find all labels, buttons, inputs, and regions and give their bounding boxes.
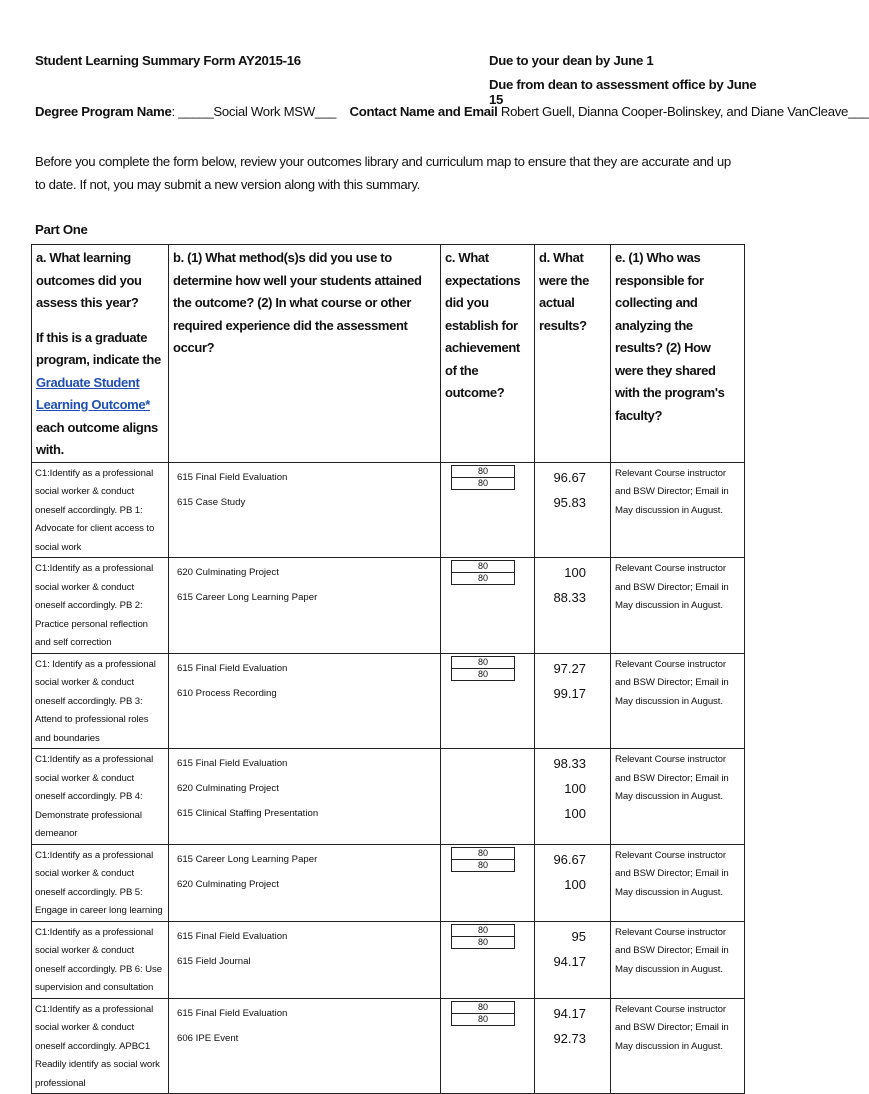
col-a-sub: If this is a graduate program, indicate the bbox=[36, 329, 161, 367]
degree-value: Social Work MSW bbox=[213, 104, 315, 119]
methods-cell bbox=[169, 844, 441, 921]
expectation-value: 80 bbox=[477, 561, 488, 571]
contact-value: Robert Guell, Dianna Cooper-Bolinskey, and Diane VanCleave bbox=[500, 104, 849, 119]
col-e-header: e. (1) Who was responsible for collecting and analyzing the results? (2) How were they shared with the program's faculty? bbox=[611, 245, 745, 463]
table-row bbox=[32, 558, 745, 654]
result-value: 97.27 bbox=[553, 660, 586, 676]
part-title: Part One bbox=[35, 222, 88, 237]
table-row bbox=[32, 653, 745, 749]
method-item: 615 Career Long Learning Paper bbox=[177, 592, 318, 603]
method-item: 615 Final Field Evaluation bbox=[177, 471, 288, 483]
expectation-value: 80 bbox=[477, 924, 488, 935]
responsible-cell: Relevant Course instructor and BSW Director; Email in May discussion in August. bbox=[611, 462, 745, 558]
expectation-box bbox=[451, 847, 515, 872]
col-d-header: d. What were the actual results? bbox=[535, 245, 611, 463]
table-row bbox=[32, 921, 745, 998]
responsible-cell: Relevant Course instructor and BSW Director; Email in May discussion in August. bbox=[611, 921, 745, 998]
col-b-header: b. (1) What method(s)s did you use to determine how well your students attained the outcome? (2) In what course or other required experience did the assessment occur? bbox=[169, 245, 441, 463]
expectation-value: 80 bbox=[452, 477, 514, 489]
expectations-cell bbox=[441, 998, 535, 1094]
learning-outcome: C1:Identify as a professional social worker & conduct oneself accordingly. APBC1 Readily identify as social work professional bbox=[32, 998, 169, 1094]
expectations-cell bbox=[441, 921, 535, 998]
due-to-office: Due from dean to assessment office by June 15 bbox=[489, 77, 757, 107]
expectations-cell bbox=[441, 462, 535, 558]
methods-cell bbox=[169, 558, 441, 654]
results-cell bbox=[535, 844, 611, 921]
result-value: 95 bbox=[571, 928, 586, 944]
expectation-box bbox=[451, 465, 515, 490]
method-item: 615 Career Long Learning Paper bbox=[177, 853, 318, 865]
expectation-value: 80 bbox=[477, 656, 488, 667]
result-value: 94.17 bbox=[553, 953, 586, 969]
table-row bbox=[32, 844, 745, 921]
program-line: Degree Program Name: _____Social Work MSW___ Contact Name and Email Robert Guell, Dianna Cooper-Bolinskey, and Diane VanCleave___ bbox=[35, 104, 869, 119]
form-title: Student Learning Summary Form AY2015-16 bbox=[35, 53, 301, 68]
learning-outcome: C1:Identify as a professional social worker & conduct oneself accordingly. PB 5: Engage in career long learning bbox=[32, 844, 169, 921]
methods-cell bbox=[169, 749, 441, 845]
responsible-cell: Relevant Course instructor and BSW Director; Email in May discussion in August. bbox=[611, 653, 745, 749]
expectation-box bbox=[451, 924, 515, 949]
responsible-cell: Relevant Course instructor and BSW Director; Email in May discussion in August. bbox=[611, 844, 745, 921]
expectation-value: 80 bbox=[477, 1001, 488, 1012]
table-row bbox=[32, 749, 745, 845]
expectations-cell bbox=[441, 558, 535, 654]
methods-cell bbox=[169, 998, 441, 1094]
learning-outcome: C1:Identify as a professional social worker & conduct oneself accordingly. PB 6: Use supervision and consultation bbox=[32, 921, 169, 998]
learning-outcome: C1:Identify as a professional social worker & conduct oneself accordingly. PB 1: Advocate for client access to social work bbox=[32, 462, 169, 558]
method-item: 615 Final Field Evaluation bbox=[177, 930, 288, 942]
method-item: 610 Process Recording bbox=[177, 687, 277, 699]
expectation-box bbox=[451, 1001, 515, 1026]
methods-cell bbox=[169, 462, 441, 558]
methods-cell bbox=[169, 921, 441, 998]
col-a-tail: each outcome aligns with. bbox=[36, 419, 158, 457]
result-value: 100 bbox=[564, 806, 586, 821]
method-item: 615 Field Journal bbox=[177, 955, 251, 967]
expectation-value: 80 bbox=[452, 1013, 514, 1025]
expectation-value: 80 bbox=[452, 572, 514, 584]
learning-outcome: C1: Identify as a professional social worker & conduct oneself accordingly. PB 3: Attend to professional roles and boundaries bbox=[32, 653, 169, 749]
expectation-value: 80 bbox=[452, 859, 514, 871]
method-item: 615 Final Field Evaluation bbox=[177, 662, 288, 674]
result-value: 95.83 bbox=[553, 494, 586, 510]
expectation-value: 80 bbox=[477, 847, 488, 858]
results-cell bbox=[535, 462, 611, 558]
methods-cell bbox=[169, 653, 441, 749]
responsible-cell: Relevant Course instructor and BSW Director; Email in May discussion in August. bbox=[611, 998, 745, 1094]
expectations-cell bbox=[441, 844, 535, 921]
expectation-value: 80 bbox=[452, 936, 514, 948]
intro-text: Before you complete the form below, review your outcomes library and curriculum map to ensure that they are accurate and up to date. If not, you may submit a new version along with this summary. bbox=[35, 154, 731, 192]
result-value: 88.33 bbox=[553, 590, 586, 605]
table-row bbox=[32, 462, 745, 558]
result-value: 100 bbox=[564, 781, 586, 796]
expectation-box bbox=[451, 656, 515, 681]
learning-outcome: C1:Identify as a professional social worker & conduct oneself accordingly. PB 2: Practice personal reflection and self correction bbox=[32, 558, 169, 654]
expectation-value: 80 bbox=[477, 465, 488, 476]
results-cell bbox=[535, 921, 611, 998]
method-item: 620 Culminating Project bbox=[177, 878, 279, 890]
degree-label: Degree Program Name bbox=[35, 104, 172, 119]
col-c-header: c. What expectations did you establish for achievement of the outcome? bbox=[441, 245, 535, 463]
responsible-cell: Relevant Course instructor and BSW Director; Email in May discussion in August. bbox=[611, 749, 745, 845]
gslo-link[interactable]: Graduate Student Learning Outcome* bbox=[36, 374, 150, 412]
result-value: 94.17 bbox=[553, 1005, 586, 1021]
due-to-dean: Due to your dean by June 1 bbox=[489, 53, 654, 68]
table-row bbox=[32, 998, 745, 1094]
method-item: 615 Case Study bbox=[177, 496, 246, 508]
method-item: 615 Final Field Evaluation bbox=[177, 1007, 288, 1019]
method-item: 620 Culminating Project bbox=[177, 783, 279, 794]
method-item: 615 Clinical Staffing Presentation bbox=[177, 808, 319, 819]
result-value: 99.17 bbox=[553, 685, 586, 701]
results-cell bbox=[535, 998, 611, 1094]
method-item: 615 Final Field Evaluation bbox=[177, 758, 288, 769]
expectation-value: 80 bbox=[452, 668, 514, 680]
col-a-question: a. What learning outcomes did you assess this year? bbox=[36, 250, 142, 310]
result-value: 100 bbox=[564, 565, 586, 580]
learning-outcome: C1:Identify as a professional social worker & conduct oneself accordingly. PB 4: Demonstrate professional demeanor bbox=[32, 749, 169, 845]
result-value: 98.33 bbox=[553, 756, 586, 771]
expectation-box bbox=[451, 560, 515, 585]
col-a-header bbox=[32, 245, 169, 463]
result-value: 96.67 bbox=[553, 851, 586, 867]
results-cell bbox=[535, 749, 611, 845]
contact-label: Contact Name and Email bbox=[349, 104, 498, 119]
responsible-cell: Relevant Course instructor and BSW Director; Email in May discussion in August. bbox=[611, 558, 745, 654]
summary-table bbox=[31, 244, 745, 1094]
method-item: 606 IPE Event bbox=[177, 1032, 239, 1044]
expectations-cell bbox=[441, 749, 535, 845]
header-row bbox=[32, 245, 745, 463]
result-value: 92.73 bbox=[553, 1030, 586, 1046]
result-value: 100 bbox=[564, 876, 586, 892]
expectations-cell bbox=[441, 653, 535, 749]
method-item: 620 Culminating Project bbox=[177, 567, 279, 578]
results-cell bbox=[535, 558, 611, 654]
result-value: 96.67 bbox=[553, 469, 586, 485]
results-cell bbox=[535, 653, 611, 749]
